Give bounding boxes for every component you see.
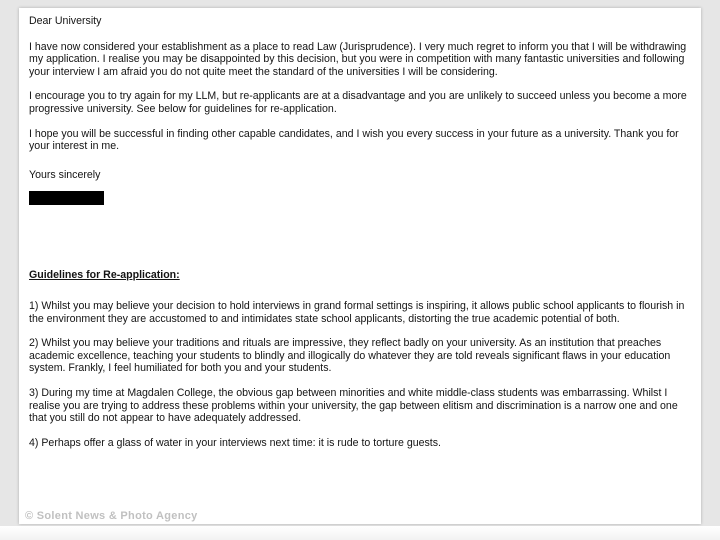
- greeting: Dear University: [29, 15, 102, 27]
- bottom-edge: [0, 526, 720, 540]
- closing: Yours sincerely: [29, 168, 101, 181]
- redacted-signature: [29, 191, 104, 205]
- guideline-2: 2) Whilst you may believe your traditions and rituals are impressive, they reflect badly on your university. As an institution that preaches academic excellence, teaching your students to blindly and illogically do whatever they are told reveals significant flaws in your education system. Frankly, I feel humiliated for both you and your students.: [29, 337, 671, 375]
- guideline-3: 3) During my time at Magdalen College, the obvious gap between minorities and white middle-class students was embarrassing. Whilst I realise you are trying to address these problems within your university, the gap between elitism and discrimination is a narrow one and one that you still do not appear to have adequately addressed.: [29, 386, 678, 425]
- paragraph-1: I have now considered your establishment as a place to read Law (Jurisprudence). I very much regret to inform you that I will be withdrawing my application. I realise you may be disappointed by this decision, but you were in competition with many fantastic universities and following your interview I am afraid you do not quite meet the standard of the universities I will be considering.: [29, 40, 687, 78]
- letter-page: [19, 8, 701, 524]
- guideline-1: 1) Whilst you may believe your decision to hold interviews in grand formal settings is inspiring, it allows public school applicants to flourish in the environment they are accustomed to and intimidates state school applicants, distorting the true academic potential of both.: [29, 299, 685, 325]
- paragraph-2: I encourage you to try again for my LLM, but re-applicants are at a disadvantage and you are unlikely to succeed unless you become a more progressive university. See below for guidelines for re-application.: [29, 90, 687, 115]
- guideline-4: 4) Perhaps offer a glass of water in your interviews next time: it is rude to torture guests.: [29, 436, 441, 449]
- guidelines-heading: Guidelines for Re-application:: [29, 269, 180, 282]
- photo-credit-watermark: © Solent News & Photo Agency: [25, 510, 198, 522]
- letter-body: [29, 15, 691, 461]
- paragraph-3: I hope you will be successful in finding other capable candidates, and I wish you every success in your future as a university. Thank you for your interest in me.: [29, 127, 679, 153]
